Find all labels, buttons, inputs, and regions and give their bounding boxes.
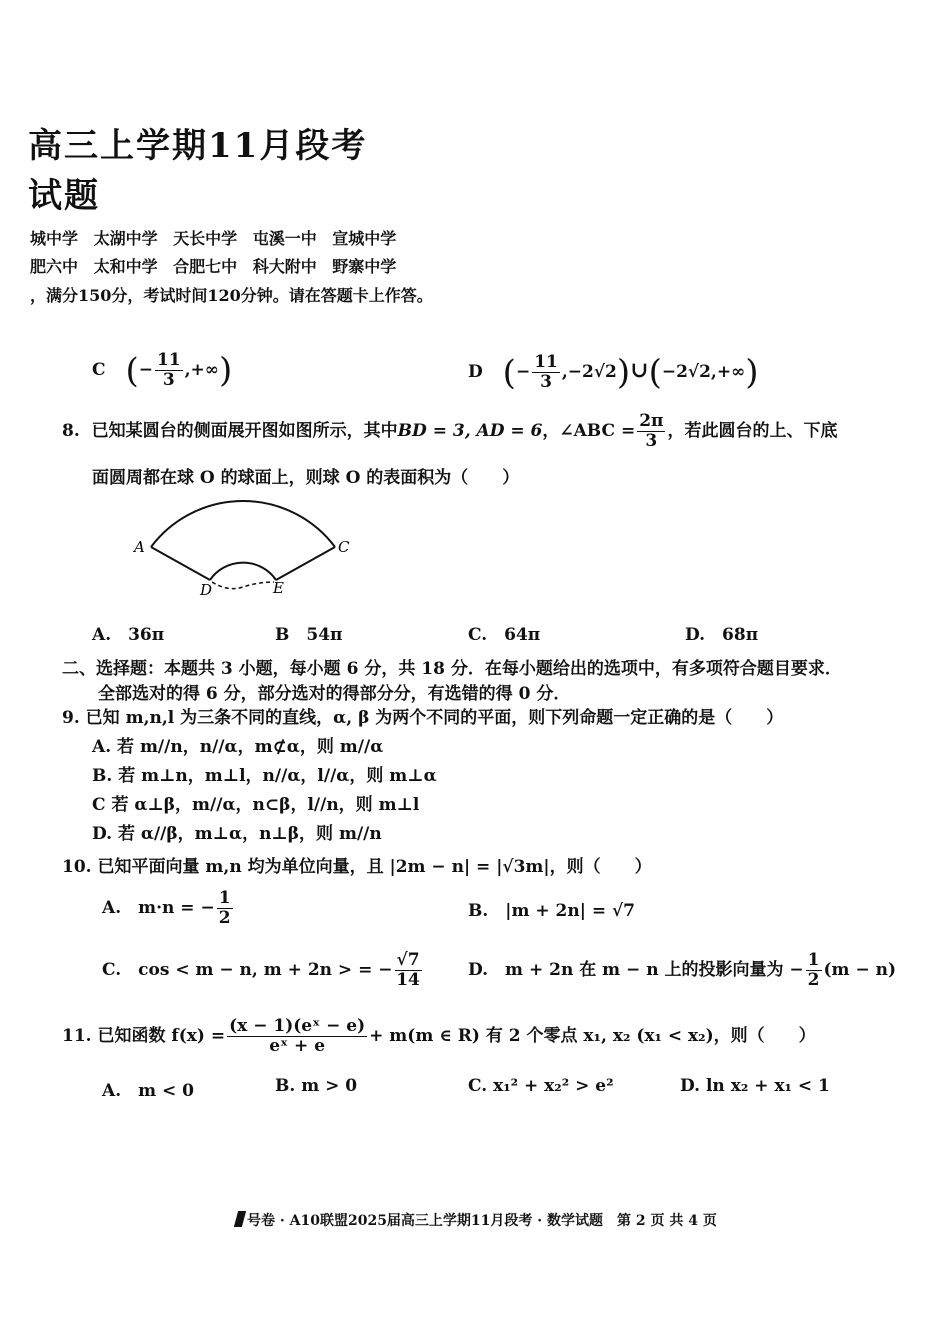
q7-d-union: ∪ bbox=[630, 357, 649, 383]
q7-d-frac-num: 11 bbox=[534, 352, 558, 373]
q11-option-c: C. x₁² + x₂² > e² bbox=[468, 1076, 614, 1096]
outer-arc bbox=[151, 501, 335, 547]
q11-frac-den: eˣ + e bbox=[269, 1036, 326, 1056]
q7-c-frac-den: 3 bbox=[162, 370, 175, 390]
q7-option-c: C (− $\frac{11}{3}$ ,+∞) bbox=[92, 350, 233, 391]
paren-open: ( bbox=[125, 350, 139, 391]
q7-option-d: D (− $\frac{11}{3}$ ,−2√2)∪(−2√2,+∞) bbox=[468, 352, 759, 393]
q11-option-a: A. m < 0 bbox=[102, 1081, 195, 1101]
q11-option-d: D. ln x₂ + x₁ < 1 bbox=[680, 1076, 830, 1096]
paren-open: ( bbox=[648, 352, 662, 393]
paren-open: ( bbox=[502, 352, 516, 393]
q9-option-d: D. 若 α//β，m⊥α，n⊥β，则 m//n bbox=[92, 824, 382, 844]
q10-option-c-text: C. cos < m − n, m + 2n > = − bbox=[102, 960, 393, 980]
q8-angle-den: 3 bbox=[645, 431, 658, 451]
section-2-intro-line2: 全部选对的得 6 分，部分选对的得部分分，有选错的得 0 分． bbox=[98, 684, 571, 704]
q9-stem: 9. 已知 m,n,l 为三条不同的直线，α, β 为两个不同的平面，则下列命题一定正确的是（ ） bbox=[62, 708, 784, 728]
q8-text-1: 已知某圆台的侧面展开图如图所示，其中 bbox=[91, 421, 398, 441]
exam-note: ，满分150分，考试时间120分钟。请在答题卡上作答。 bbox=[30, 286, 433, 305]
edge-CE bbox=[276, 547, 335, 580]
q8-stem-line2: 面圆周都在球 O 的球面上，则球 O 的表面积为（ ） bbox=[92, 468, 520, 488]
paren-close: ) bbox=[745, 352, 759, 393]
q8-angle-num: 2π bbox=[639, 411, 664, 432]
q10-option-a bbox=[102, 884, 235, 932]
page-footer bbox=[236, 1210, 717, 1230]
q10-d-frac-num: 1 bbox=[807, 950, 820, 971]
q8-option-b: B 54π bbox=[275, 625, 343, 645]
q10-option-d bbox=[468, 944, 896, 996]
q10-option-c bbox=[102, 944, 424, 996]
q7-d-tail: −2√2,+∞ bbox=[661, 362, 746, 382]
section-2-intro-line1: 二、选择题：本题共 3 小题，每小题 6 分，共 18 分．在每小题给出的选项中，有多项符合题目要求． bbox=[62, 659, 842, 679]
paren-close: ) bbox=[218, 350, 233, 391]
q8-option-a: A. 36π bbox=[92, 625, 165, 645]
frustum-lateral-figure bbox=[128, 492, 388, 602]
q9-option-a: A. 若 m//n，n//α，m⊄α，则 m//α bbox=[92, 737, 384, 757]
brand-mark-icon bbox=[234, 1211, 246, 1227]
q10-a-frac-num: 1 bbox=[218, 888, 231, 909]
q7-c-frac-num: 11 bbox=[156, 350, 181, 371]
q10-d-frac-den: 2 bbox=[807, 970, 820, 990]
label-A: A bbox=[134, 538, 145, 556]
q10-stem: 10. 已知平面向量 m,n 均为单位向量，且 |2m − n| = |√3m|，则（ ） bbox=[62, 857, 652, 877]
paren-close: ) bbox=[616, 352, 631, 393]
label-C: C bbox=[338, 538, 350, 556]
q8-number: 8. bbox=[62, 421, 80, 441]
q11-option-b: B. m > 0 bbox=[275, 1076, 358, 1096]
q7-option-c-label: C bbox=[92, 360, 106, 380]
schools-row-1: 城中学 太湖中学 天长中学 屯溪一中 宣城中学 bbox=[30, 229, 397, 248]
q9-option-b: B. 若 m⊥n，m⊥l，n//α，l//α，则 m⊥α bbox=[92, 766, 437, 786]
edge-AD bbox=[151, 547, 210, 580]
q8-option-c: C. 64π bbox=[468, 625, 541, 645]
q11-frac-num: (x − 1)(eˣ − e) bbox=[229, 1016, 366, 1037]
q10-option-a-text: A. m·n = − bbox=[102, 898, 215, 918]
page-title-line2: 试题 bbox=[28, 176, 100, 216]
q8-text-3: ，若此圆台的上、下底 bbox=[667, 421, 838, 441]
q11-stem-post: + m(m ∈ R) 有 2 个零点 x₁, x₂ (x₁ < x₂)，则（ ） bbox=[369, 1026, 816, 1046]
label-E: E bbox=[273, 579, 284, 597]
q8-math-1: BD = 3, AD = 6 bbox=[397, 421, 543, 441]
q7-d-frac-den: 3 bbox=[540, 372, 552, 392]
q11-stem bbox=[62, 1008, 816, 1064]
q8-stem-line1 bbox=[62, 408, 837, 454]
q8-option-d: D. 68π bbox=[685, 625, 759, 645]
inner-arc bbox=[210, 563, 276, 580]
q10-option-d-post: (m − n) bbox=[823, 960, 897, 980]
q10-option-d-text: D. m + 2n 在 m − n 上的投影向量为 − bbox=[468, 960, 804, 980]
q10-c-frac-num: √7 bbox=[396, 950, 420, 971]
q10-a-frac-den: 2 bbox=[218, 908, 231, 928]
q10-option-b: B. |m + 2n| = √7 bbox=[468, 901, 635, 921]
q11-stem-pre: 11. 已知函数 f(x) = bbox=[62, 1026, 226, 1046]
q7-option-d-label: D bbox=[468, 362, 483, 382]
q7-d-mid: ,−2√2 bbox=[561, 362, 617, 382]
footer-text: 号卷 · A10联盟2025届高三上学期11月段考 · 数学试题 第 2 页 共 4 页 bbox=[247, 1213, 717, 1229]
q10-c-frac-den: 14 bbox=[396, 970, 420, 990]
q7-c-tail: ,+∞ bbox=[184, 360, 219, 380]
label-D: D bbox=[200, 581, 213, 599]
chord-DE-dashed bbox=[212, 582, 274, 589]
q8-text-2: ，∠ABC = bbox=[542, 421, 636, 441]
schools-row-2: 肥六中 太和中学 合肥七中 科大附中 野寨中学 bbox=[30, 257, 397, 276]
q9-option-c: C 若 α⊥β，m//α，n⊂β，l//n，则 m⊥l bbox=[92, 795, 420, 815]
page-title-line1: 高三上学期11月段考 bbox=[28, 126, 368, 166]
